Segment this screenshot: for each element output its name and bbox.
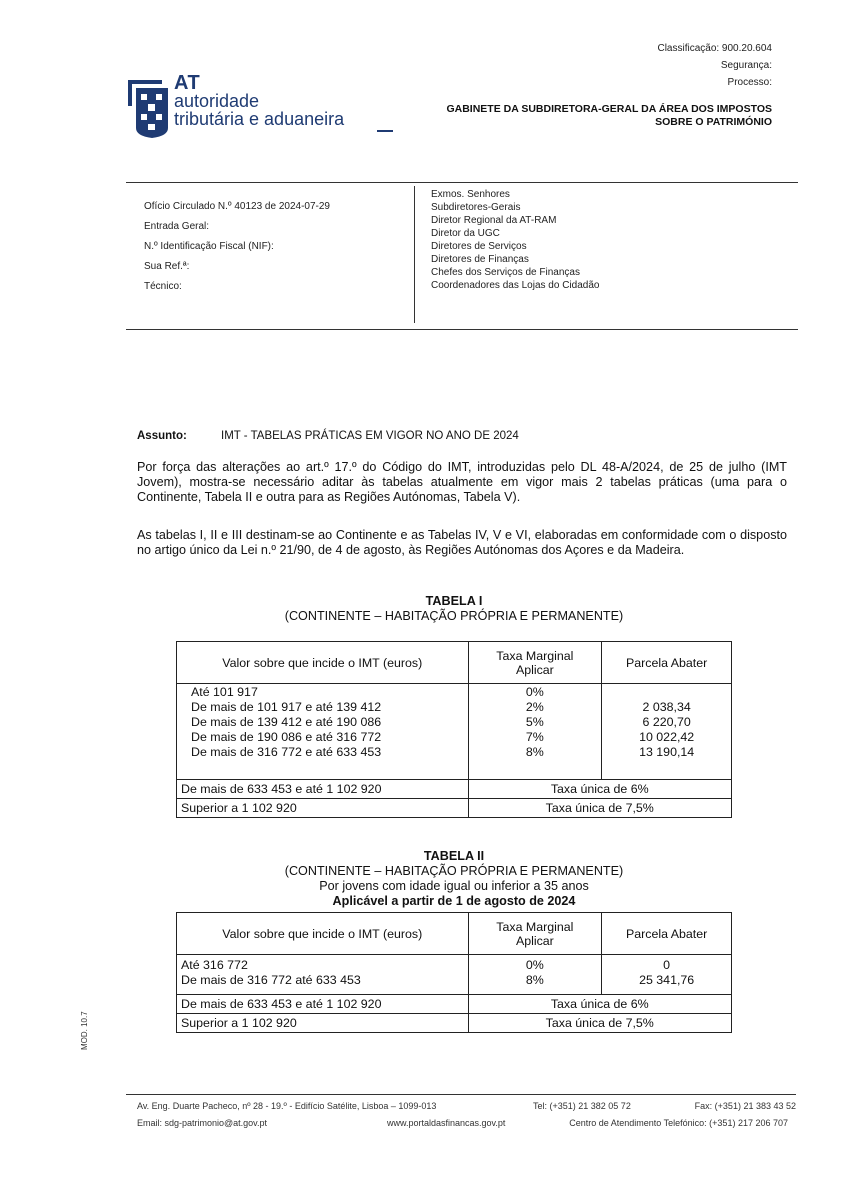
parcela-text xyxy=(602,685,731,700)
col-header-taxa xyxy=(468,913,602,955)
table-note-bold: Aplicável a partir de 1 de agosto de 2024 xyxy=(332,894,576,908)
valor-text: De mais de 633 453 e até 1 102 920 xyxy=(177,780,469,799)
tabela-i xyxy=(176,641,732,818)
recipient: Diretores de Finanças xyxy=(431,254,529,265)
mod-label: MOD. 10.7 xyxy=(80,1011,89,1050)
logo-line-1: AT xyxy=(174,72,201,94)
taxa-unica: Taxa única de 6% xyxy=(468,995,732,1014)
header-top-rule xyxy=(126,182,798,183)
taxa-text: 8% xyxy=(525,745,544,759)
gabinete-line-2: SOBRE O PATRIMÓNIO xyxy=(655,116,772,128)
taxa-cell xyxy=(468,955,602,995)
valor-text: Até 316 772 xyxy=(181,958,248,972)
table-caption xyxy=(176,849,732,909)
gabinete-line-1: GABINETE DA SUBDIRETORA-GERAL DA ÁREA DOS IMPOSTOS xyxy=(446,103,772,115)
valor-text: De mais de 316 772 até 633 453 xyxy=(181,973,361,987)
tabela-ii xyxy=(176,912,732,1033)
col-header-parcela: Parcela Abater xyxy=(602,642,732,684)
paragraph: As tabelas I, II e III destinam-se ao Continente e as Tabelas IV, V e VI, elaboradas em conformidade com o disposto no artigo único da Lei n.º 21/90, de 4 de agosto, às Regiões Autónomas dos Açores e da Madeira. xyxy=(137,528,787,557)
recipient: Subdiretores-Gerais xyxy=(431,202,521,213)
col-header-taxa xyxy=(468,642,602,684)
taxa-text: 8% xyxy=(525,973,544,987)
parcela-cell xyxy=(602,684,732,780)
footer-fax: Fax: (+351) 21 383 43 52 xyxy=(694,1101,796,1111)
table-bracket-rows xyxy=(177,955,732,995)
valor-text: De mais de 101 917 e até 139 412 xyxy=(191,700,382,714)
valor-text: De mais de 190 086 e até 316 772 xyxy=(191,730,382,744)
logo-line-3: tributária e aduaneira xyxy=(174,109,345,129)
assunto xyxy=(137,430,519,442)
table-row xyxy=(177,995,732,1014)
taxa-unica: Taxa única de 7,5% xyxy=(468,1014,732,1033)
taxa-text: 2% xyxy=(525,700,544,714)
recipient: Coordenadores das Lojas do Cidadão xyxy=(431,280,600,291)
classificacao: Classificação: 900.20.604 xyxy=(657,43,772,54)
sua-ref: Sua Ref.ª: xyxy=(144,261,190,272)
table-subtitle: (CONTINENTE – HABITAÇÃO PRÓPRIA E PERMANENTE) xyxy=(284,609,624,623)
table-title: TABELA I xyxy=(425,594,483,608)
valor-text: Superior a 1 102 920 xyxy=(177,799,469,818)
footer-tel: Tel: (+351) 21 382 05 72 xyxy=(533,1101,631,1111)
valor-text: Até 101 917 xyxy=(191,685,258,699)
seguranca: Segurança: xyxy=(720,60,772,71)
taxa-text: 0% xyxy=(525,958,544,972)
col-header-taxa-line2: Aplicar xyxy=(515,662,554,677)
footer-email[interactable]: Email: sdg-patrimonio@at.gov.pt xyxy=(137,1118,268,1128)
parcela-text: 0 xyxy=(663,958,671,972)
recipient: Chefes dos Serviços de Finanças xyxy=(431,267,580,278)
recipient: Exmos. Senhores xyxy=(431,189,510,200)
parcela-text: 25 341,76 xyxy=(639,973,695,987)
taxa-unica: Taxa única de 7,5% xyxy=(468,799,732,818)
header-divider xyxy=(414,186,415,323)
taxa-unica: Taxa única de 6% xyxy=(468,780,732,799)
parcela-text: 6 220,70 xyxy=(642,715,691,729)
header-fields xyxy=(144,197,330,297)
logo-line-2: autoridade xyxy=(174,91,260,111)
table-header-row xyxy=(177,642,732,684)
logo-wordmark xyxy=(174,74,344,128)
col-header-taxa-line2: Aplicar xyxy=(515,933,554,948)
table-header-row xyxy=(177,913,732,955)
footer-address: Av. Eng. Duarte Pacheco, nº 28 - 19.º - Edifício Satélite, Lisboa – 1099-013 xyxy=(137,1101,437,1111)
tecnico: Técnico: xyxy=(144,281,182,292)
table-subtitle: (CONTINENTE – HABITAÇÃO PRÓPRIA E PERMANENTE) xyxy=(284,864,624,878)
parcela-text: 13 190,14 xyxy=(639,745,695,759)
assunto-label: Assunto: xyxy=(137,430,187,442)
valor-text: Superior a 1 102 920 xyxy=(177,1014,469,1033)
parcela-cell xyxy=(602,955,732,995)
table-row xyxy=(177,799,732,818)
col-header-parcela: Parcela Abater xyxy=(602,913,732,955)
recipient: Diretor da UGC xyxy=(431,228,500,239)
taxa-text: 5% xyxy=(525,715,544,729)
recipient: Diretores de Serviços xyxy=(431,241,527,252)
taxa-text: 7% xyxy=(525,730,544,744)
header-bottom-rule xyxy=(126,329,798,330)
valor-cell xyxy=(177,684,469,780)
recipient: Diretor Regional da AT-RAM xyxy=(431,215,557,226)
entrada-geral: Entrada Geral: xyxy=(144,221,210,232)
taxa-text: 0% xyxy=(525,685,544,699)
valor-text: De mais de 139 412 e até 190 086 xyxy=(191,715,382,729)
table-bracket-rows xyxy=(177,684,732,780)
valor-text: De mais de 316 772 e até 633 453 xyxy=(191,745,382,759)
col-header-valor: Valor sobre que incide o IMT (euros) xyxy=(177,642,469,684)
table-title: TABELA II xyxy=(423,849,485,863)
oficio-circulado: Ofício Circulado N.º 40123 de 2024-07-29 xyxy=(144,201,330,212)
col-header-valor: Valor sobre que incide o IMT (euros) xyxy=(177,913,469,955)
col-header-taxa-line1: Taxa Marginal xyxy=(496,919,574,934)
paragraph: Por força das alterações ao art.º 17.º do Código do IMT, introduzidas pelo DL 48-A/2024, de 25 de julho (IMT Jovem), mostra-se necessário aditar às tabelas atualmente em vigor mais 2 tabelas práticas (uma para o Continente, Tabela II e outra para as Regiões Autónomas, Tabela V). xyxy=(137,460,787,504)
parcela-text: 10 022,42 xyxy=(639,730,695,744)
footer-call-center: Centro de Atendimento Telefónico: (+351) 217 206 707 xyxy=(569,1118,788,1128)
logo-underline xyxy=(377,130,393,132)
processo: Processo: xyxy=(727,77,772,88)
table-row xyxy=(177,1014,732,1033)
valor-text: De mais de 633 453 e até 1 102 920 xyxy=(177,995,469,1014)
recipients-list xyxy=(431,188,599,292)
table-caption xyxy=(176,594,732,624)
assunto-text: IMT - TABELAS PRÁTICAS EM VIGOR NO ANO DE 2024 xyxy=(221,430,519,442)
nif-field: N.º Identificação Fiscal (NIF): xyxy=(144,241,274,252)
valor-cell xyxy=(177,955,469,995)
footer-rule xyxy=(126,1094,796,1095)
footer-website-link[interactable]: www.portaldasfinancas.gov.pt xyxy=(387,1118,506,1128)
at-emblem-icon xyxy=(122,76,172,138)
table-note: Por jovens com idade igual ou inferior a 35 anos xyxy=(319,879,589,893)
col-header-taxa-line1: Taxa Marginal xyxy=(496,648,574,663)
parcela-text: 2 038,34 xyxy=(642,700,691,714)
gabinete-title xyxy=(446,103,772,129)
taxa-cell xyxy=(468,684,602,780)
at-logo xyxy=(122,74,382,144)
table-row xyxy=(177,780,732,799)
